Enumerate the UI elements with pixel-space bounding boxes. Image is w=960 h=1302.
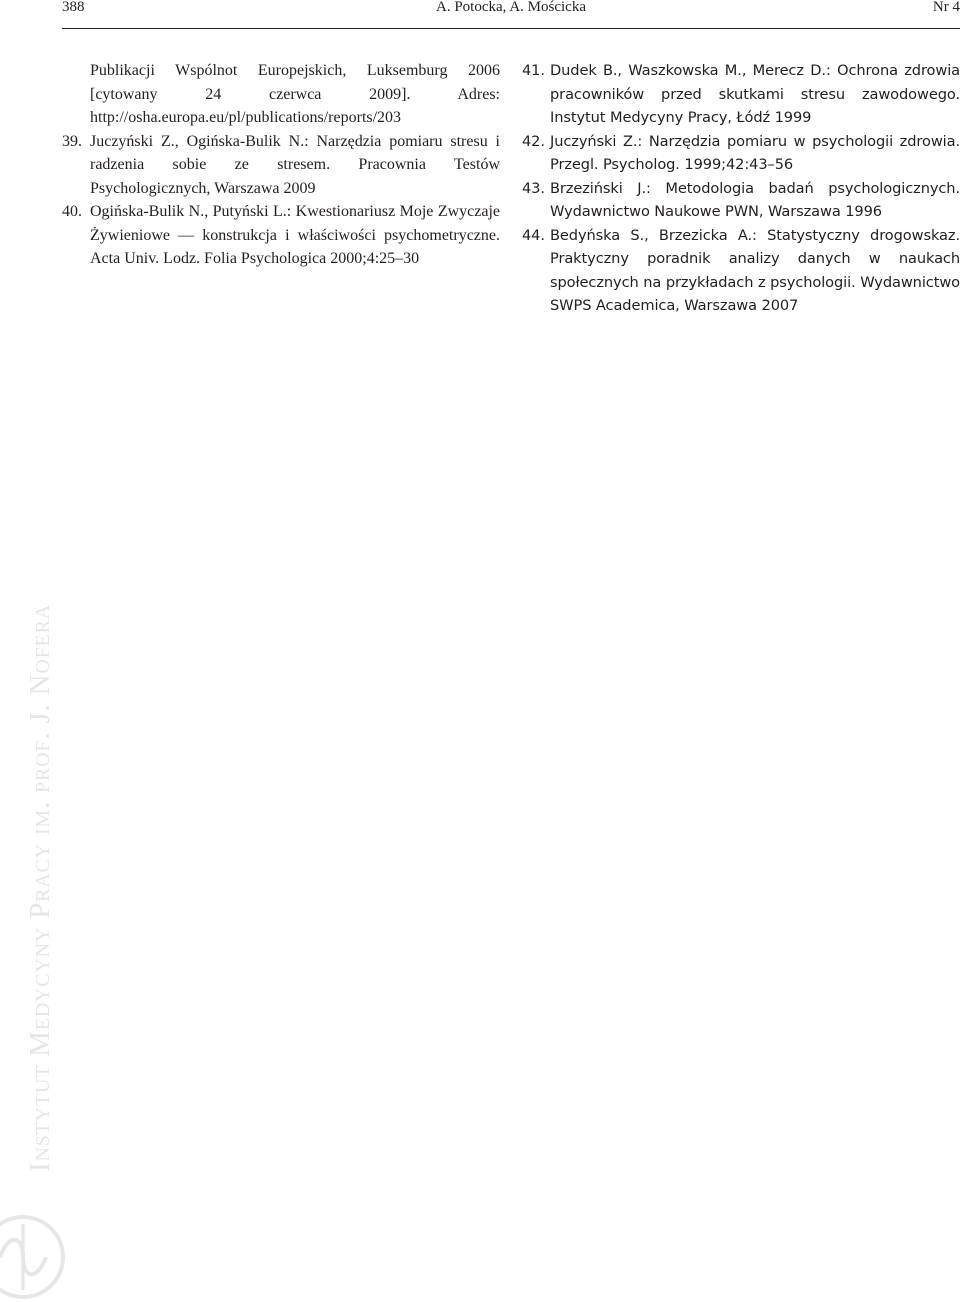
reference-item [522, 177, 960, 224]
running-head-authors: A. Potocka, A. Mościcka [436, 0, 586, 15]
reference-text: Juczyński Z.: Narzędzia pomiaru w psychologii zdrowia. Przegl. Psycholog. 1999;42:43–56 [550, 132, 960, 173]
reference-text: Brzeziński J.: Metodologia badań psychologicznych. Wydawnictwo Naukowe PWN, Warszawa 1996 [550, 179, 960, 220]
page-number: 388 [62, 0, 85, 15]
reference-text: Juczyński Z., Ogińska-Bulik N.: Narzędzia pomiaru stresu i radzenia sobie ze stresem. Pracownia Testów Psychologicznych, Warszawa 2009 [90, 132, 500, 197]
references-left-column [62, 59, 500, 271]
reference-item [522, 130, 960, 177]
reference-number: 42. [522, 132, 545, 150]
institute-watermark: Instytut Medycyny Pracy im. prof. J. Nofera [24, 604, 56, 1172]
reference-item [62, 130, 500, 201]
reference-item [522, 224, 960, 318]
reference-item [522, 59, 960, 130]
reference-text: Dudek B., Waszkowska M., Merecz D.: Ochrona zdrowia pracowników przed skutkami stresu zawodowego. Instytut Medycyny Pracy, Łódź 1999 [550, 62, 960, 126]
issue-number: Nr 4 [932, 0, 960, 15]
references-right-column [522, 59, 960, 318]
institute-logo-icon [0, 1212, 68, 1302]
reference-text: Bedyńska S., Brzezicka A.: Statystyczny drogowskaz. Praktyczny poradnik analizy danych w naukach społecznych na przykładach z psychologii. Wydawnictwo SWPS Academica, Warszawa 2007 [550, 226, 960, 314]
reference-text: Ogińska-Bulik N., Putyński L.: Kwestionariusz Moje Zwyczaje Żywieniowe — konstrukcja i właściwości psychometryczne. Acta Univ. Lodz. Folia Psychologica 2000;4:25–30 [90, 203, 500, 267]
reference-item [62, 200, 500, 271]
reference-number: 44. [522, 226, 545, 244]
reference-continuation: Publikacji Wspólnot Europejskich, Luksemburg 2006 [cytowany 24 czerwca 2009]. Adres: http://osha.europa.eu/pl/publications/reports/203 [90, 62, 500, 126]
reference-number: 39. [62, 132, 82, 150]
running-head [62, 0, 960, 29]
reference-number: 43. [522, 179, 545, 197]
reference-number: 41. [522, 62, 545, 79]
reference-number: 40. [62, 203, 82, 220]
